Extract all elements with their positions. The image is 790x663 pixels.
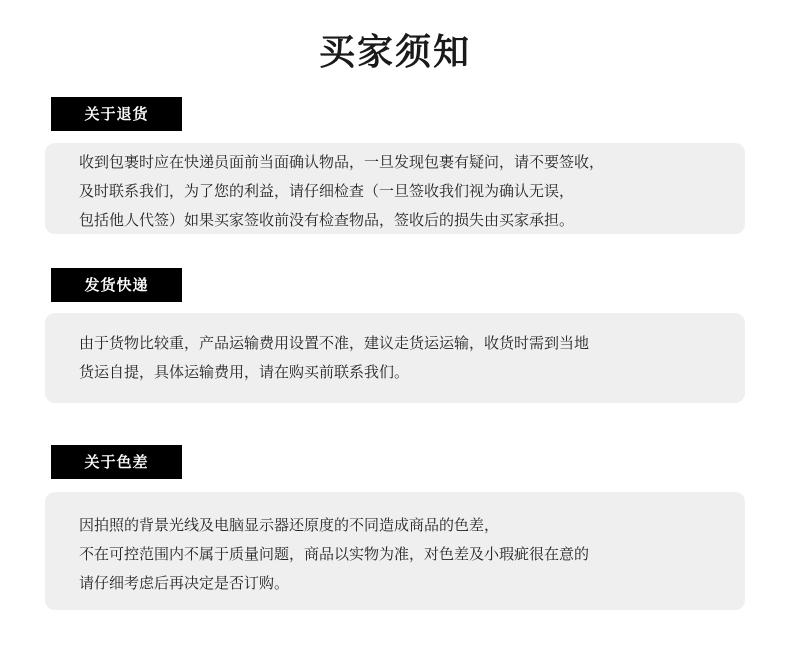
page-title: 买家须知 bbox=[318, 32, 471, 73]
section-label-color-difference: 关于色差 bbox=[51, 445, 182, 479]
section-box-color-difference bbox=[45, 492, 745, 610]
section-text-line: 由于货物比较重，产品运输费用设置不准，建议走货运运输，收货时需到当地 bbox=[79, 334, 590, 352]
section-box-returns bbox=[45, 143, 745, 234]
section-label-shipping: 发货快递 bbox=[51, 268, 182, 302]
section-text-line: 及时联系我们，为了您的利益，请仔细检查（一旦签收我们视为确认无误， bbox=[79, 182, 575, 200]
section-text-line: 包括他人代签）如果买家签收前没有检查物品，签收后的损失由买家承担。 bbox=[79, 211, 575, 229]
section-text-line: 货运自提，具体运输费用，请在购买前联系我们。 bbox=[79, 363, 410, 381]
section-text-line: 因拍照的背景光线及电脑显示器还原度的不同造成商品的色差， bbox=[79, 516, 500, 534]
section-text-line: 请仔细考虑后再决定是否订购。 bbox=[79, 574, 290, 592]
section-text-line: 不在可控范围内不属于质量问题，商品以实物为准，对色差及小瑕疵很在意的 bbox=[79, 545, 590, 563]
section-label-returns: 关于退货 bbox=[51, 97, 182, 131]
section-box-shipping bbox=[45, 313, 745, 403]
section-text-line: 收到包裹时应在快递员面前当面确认物品，一旦发现包裹有疑问，请不要签收， bbox=[79, 153, 605, 171]
